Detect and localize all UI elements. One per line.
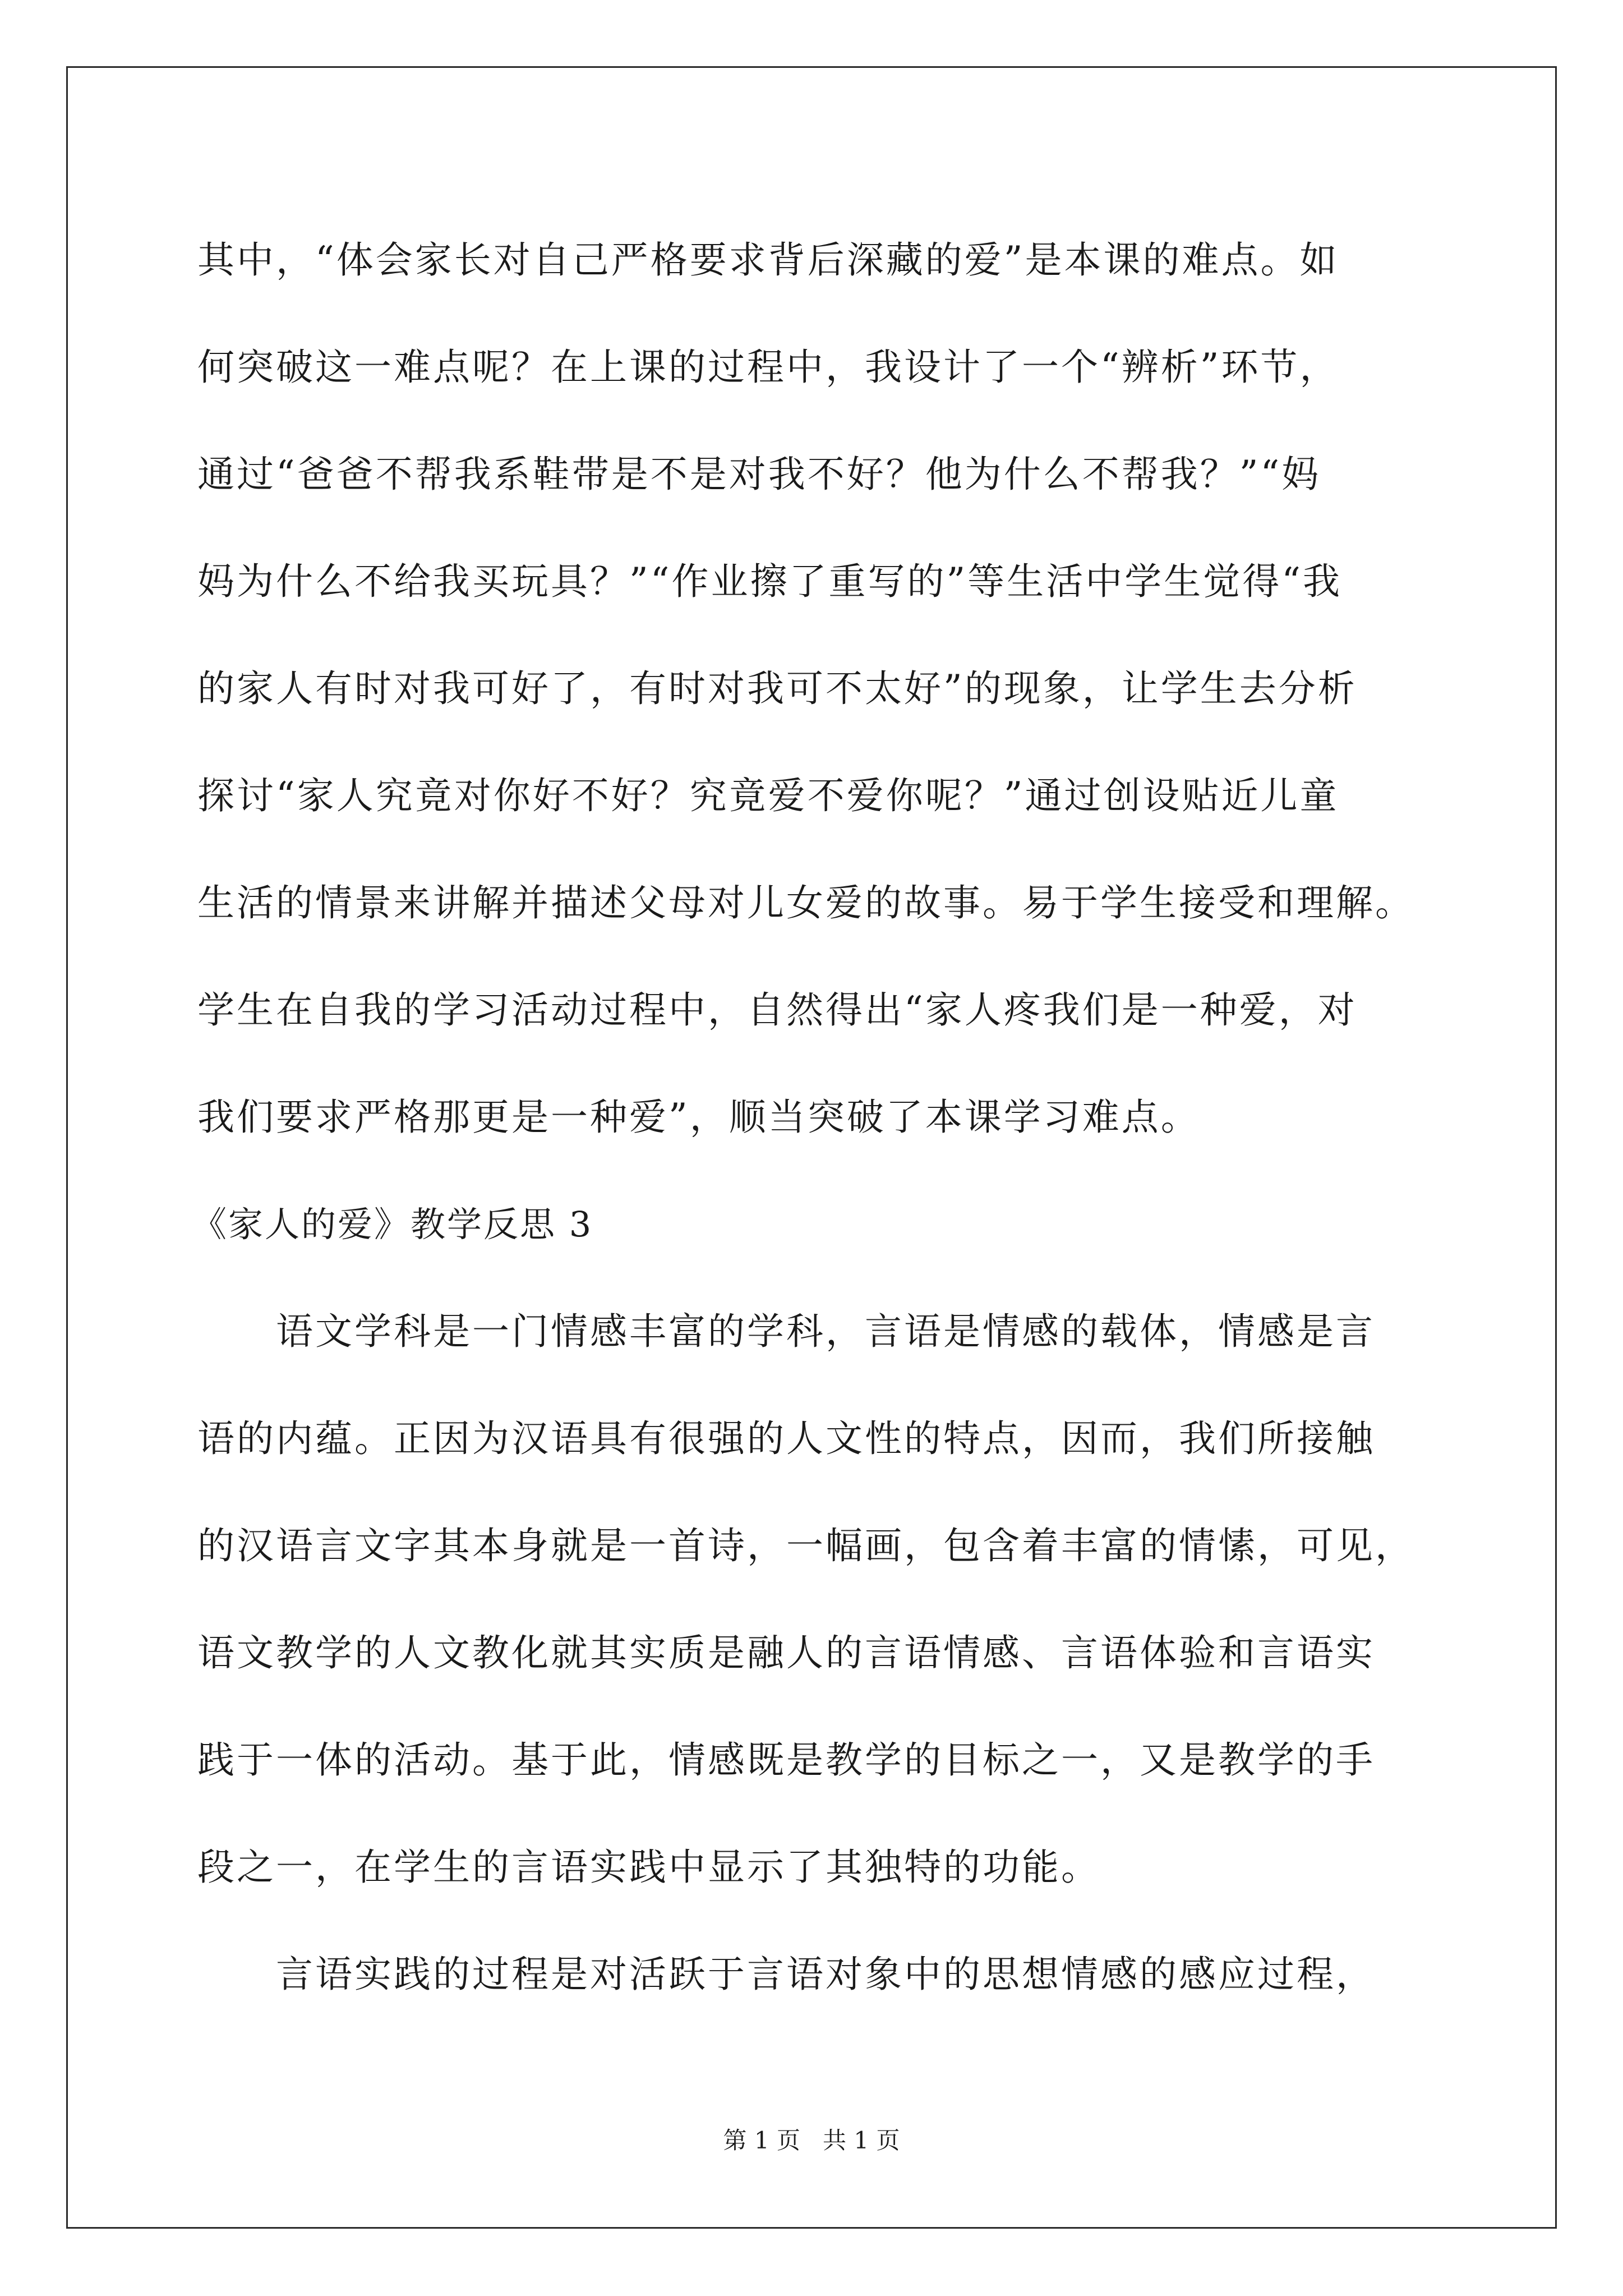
- text-line: 语文教学的人文教化就其实质是融人的言语情感、言语体验和言语实: [197, 1631, 1375, 1674]
- text-line: 的汉语言文字其本身就是一首诗，一幅画，包含着丰富的情愫，可见，: [197, 1524, 1414, 1567]
- text-line: 妈为什么不给我买玩具？”“作业擦了重写的”等生活中学生觉得“我: [197, 560, 1342, 603]
- text-line: 生活的情景来讲解并描述父母对儿女爱的故事。易于学生接受和理解。: [197, 881, 1414, 924]
- text-line: 言语实践的过程是对活跃于言语对象中的思想情感的感应过程，: [276, 1953, 1375, 1996]
- text-line: 践于一体的活动。基于此，情感既是教学的目标之一，又是教学的手: [197, 1738, 1375, 1782]
- text-line: 探讨“家人究竟对你好不好？究竟爱不爱你呢？”通过创设贴近儿童: [197, 774, 1339, 817]
- text-line: 我们要求严格那更是一种爱”，顺当突破了本课学习难点。: [197, 1096, 1200, 1139]
- document-body: [192, 206, 1431, 2028]
- section-heading: 《家人的爱》教学反思 3: [192, 1204, 593, 1245]
- text-line: 其中，“体会家长对自己严格要求背后深藏的爱”是本课的难点。如: [197, 238, 1339, 282]
- text-line: 语的内蕴。正因为汉语具有很强的人文性的特点，因而，我们所接触: [197, 1417, 1375, 1460]
- text-line: 语文学科是一门情感丰富的学科，言语是情感的载体，情感是言: [276, 1310, 1375, 1353]
- paragraph-3: [197, 1921, 1431, 2028]
- text-line: 学生在自我的学习活动过程中，自然得出“家人疼我们是一种爱，对: [197, 988, 1357, 1032]
- text-line: 何突破这一难点呢？在上课的过程中，我设计了一个“辨析”环节，: [197, 346, 1339, 389]
- paragraph-1: [197, 206, 1431, 1171]
- text-line: 的家人有时对我可好了，有时对我可不太好”的现象，让学生去分析: [197, 667, 1357, 710]
- page-footer: 第 1 页 共 1 页: [723, 2127, 900, 2154]
- text-line: 段之一，在学生的言语实践中显示了其独特的功能。: [197, 1846, 1100, 1889]
- text-line: 通过“爸爸不帮我系鞋带是不是对我不好？他为什么不帮我？”“妈: [197, 453, 1321, 496]
- paragraph-2: [197, 1278, 1431, 1921]
